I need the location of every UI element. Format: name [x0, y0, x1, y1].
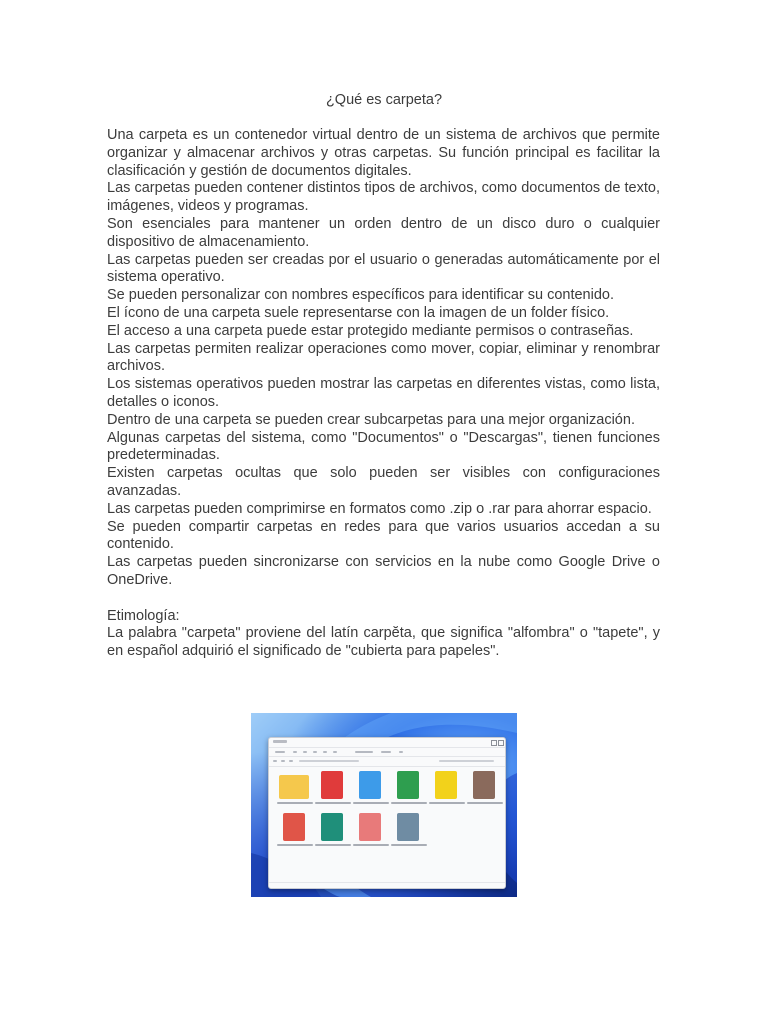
folder-icon: [315, 771, 351, 811]
folder-icon: [391, 813, 427, 853]
folder-icon: [315, 813, 351, 853]
paragraph: Son esenciales para mantener un orden dentro de un disco duro o cualquier dispositivo de almacenamiento.: [107, 215, 660, 250]
paragraph: Se pueden compartir carpetas en redes para que varios usuarios accedan a su contenido.: [107, 518, 660, 553]
folder-icon: [429, 771, 465, 811]
folder-icon: [353, 771, 389, 811]
folder-icon: [353, 813, 389, 853]
file-explorer-screenshot: [251, 713, 517, 897]
paragraph: El ícono de una carpeta suele representarse con la imagen de un folder físico.: [107, 304, 610, 321]
paragraph: Las carpetas pueden sincronizarse con servicios en la nube como Google Drive o OneDrive.: [107, 554, 660, 588]
window-address-bar: [269, 757, 505, 767]
etymology-heading: Etimología:: [107, 607, 180, 624]
window-toolbar: [269, 748, 505, 757]
paragraph: Las carpetas pueden contener distintos tipos de archivos, como documentos de texto, imágenes, videos y programas.: [107, 180, 660, 215]
paragraph: Dentro de una carpeta se pueden crear subcarpetas para una mejor organización.: [107, 411, 635, 428]
explorer-window: [268, 737, 506, 889]
paragraph: Una carpeta es un contenedor virtual dentro de un sistema de archivos que permite organizar y almacenar archivos y otras carpetas. Su función principal es facilitar la clasificación y gestión de documentos digitales.: [107, 127, 660, 179]
folder-icon: [277, 771, 313, 811]
folder-icon: [467, 771, 503, 811]
paragraph: Los sistemas operativos pueden mostrar las carpetas en diferentes vistas, como lista, detalles o iconos.: [107, 376, 660, 410]
paragraph: Las carpetas pueden comprimirse en formatos como .zip o .rar para ahorrar espacio.: [107, 500, 652, 517]
window-titlebar: [269, 738, 505, 748]
paragraph: Las carpetas pueden ser creadas por el usuario o generadas automáticamente por el sistema operativo.: [107, 251, 660, 286]
paragraph: Algunas carpetas del sistema, como "Documentos" o "Descargas", tienen funciones predeterminadas.: [107, 429, 660, 464]
paragraph: Las carpetas permiten realizar operaciones como mover, copiar, eliminar y renombrar archivos.: [107, 340, 660, 375]
spacer: [107, 590, 660, 608]
etymology-text: La palabra "carpeta" proviene del latín carpĕta, que significa "alfombra" o "tapete", y en español adquirió el significado de "cubierta para papeles".: [107, 625, 660, 660]
paragraph: Se pueden personalizar con nombres específicos para identificar su contenido.: [107, 287, 614, 304]
folder-icon: [277, 813, 313, 853]
paragraph: El acceso a una carpeta puede estar protegido mediante permisos o contraseñas.: [107, 322, 634, 339]
window-statusbar: [269, 882, 505, 888]
page-title: ¿Qué es carpeta?: [325, 92, 443, 108]
paragraph: Existen carpetas ocultas que solo pueden ser visibles con configuraciones avanzadas.: [107, 465, 660, 499]
document-body: [107, 127, 660, 661]
folder-icon: [391, 771, 427, 811]
